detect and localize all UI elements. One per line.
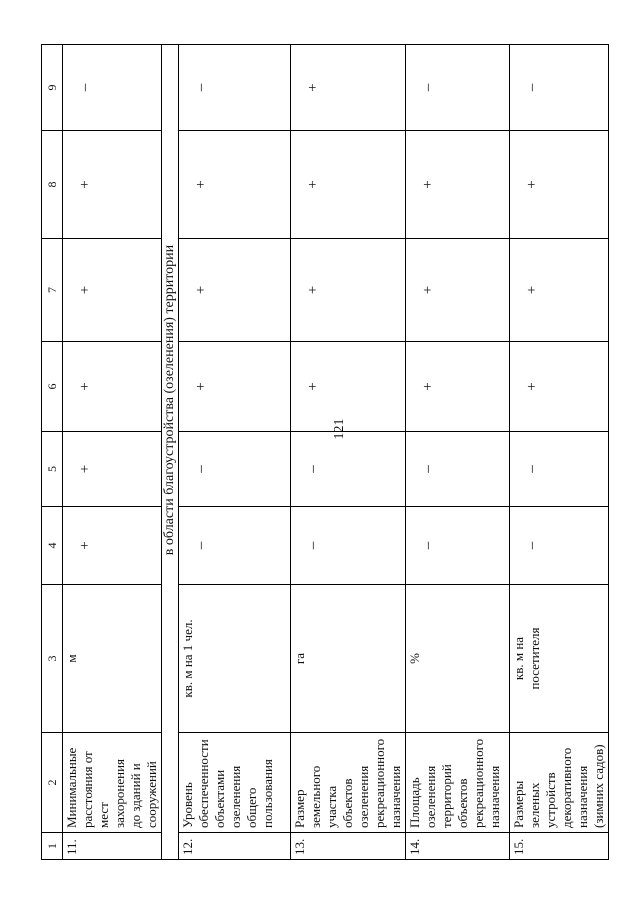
section-title: в области благоустройства (озеленения) территории	[162, 45, 179, 860]
table-row	[179, 45, 291, 860]
mark-cell: +	[179, 131, 291, 239]
mark-cell: –	[510, 432, 609, 507]
mark-cell: +	[63, 131, 162, 239]
mark-cell: +	[291, 342, 406, 432]
header-cell: 6	[42, 342, 63, 432]
mark-cell: +	[63, 342, 162, 432]
mark-cell: –	[510, 507, 609, 585]
row-number: 14.	[406, 833, 510, 860]
mark-cell: +	[179, 342, 291, 432]
row-number: 12.	[179, 833, 291, 860]
table-row	[510, 45, 609, 860]
mark-cell: –	[179, 432, 291, 507]
indicator-name: Уровень обеспеченности объектами озеленения общего пользования	[179, 733, 291, 833]
header-cell: 8	[42, 131, 63, 239]
mark-cell: –	[63, 45, 162, 131]
mark-cell: +	[291, 45, 406, 131]
mark-cell: +	[510, 239, 609, 342]
row-number: 11.	[63, 833, 162, 860]
regulation-table	[41, 44, 609, 860]
unit-cell: кв. м на посетителя	[510, 585, 609, 733]
table-row	[63, 45, 162, 860]
mark-cell: –	[179, 507, 291, 585]
rotated-table-container	[41, 45, 606, 860]
indicator-name: Размер земельного участка объектов озеленения рекреационного назначения	[291, 733, 406, 833]
header-cell: 9	[42, 45, 63, 131]
unit-cell: кв. м на 1 чел.	[179, 585, 291, 733]
mark-cell: +	[406, 239, 510, 342]
header-cell: 7	[42, 239, 63, 342]
header-row	[42, 45, 63, 860]
indicator-name: Размеры зеленых устройств декоративного назначения (зимних садов)	[510, 733, 609, 833]
page-number: 121	[332, 418, 347, 440]
unit-cell: м	[63, 585, 162, 733]
mark-cell: –	[406, 432, 510, 507]
row-number: 15.	[510, 833, 609, 860]
mark-cell: +	[179, 239, 291, 342]
mark-cell: –	[291, 432, 406, 507]
header-cell: 5	[42, 432, 63, 507]
unit-cell: га	[291, 585, 406, 733]
indicator-name: Площадь озеленения территорий объектов рекреационного назначения	[406, 733, 510, 833]
mark-cell: +	[291, 131, 406, 239]
mark-cell: –	[406, 507, 510, 585]
mark-cell: +	[406, 131, 510, 239]
unit-cell: %	[406, 585, 510, 733]
section-header-row	[162, 45, 179, 860]
header-cell: 4	[42, 507, 63, 585]
mark-cell: –	[179, 45, 291, 131]
mark-cell: +	[63, 432, 162, 507]
mark-cell: +	[510, 342, 609, 432]
header-cell: 2	[42, 733, 63, 833]
mark-cell: –	[510, 45, 609, 131]
mark-cell: +	[291, 239, 406, 342]
mark-cell: +	[406, 342, 510, 432]
mark-cell: –	[406, 45, 510, 131]
header-cell: 1	[42, 833, 63, 860]
mark-cell: –	[291, 507, 406, 585]
mark-cell: +	[63, 239, 162, 342]
table-row	[406, 45, 510, 860]
row-number: 13.	[291, 833, 406, 860]
table-row	[291, 45, 406, 860]
mark-cell: +	[63, 507, 162, 585]
indicator-name: Минимальные расстояния от мест захоронения до зданий и сооружений	[63, 733, 162, 833]
header-cell: 3	[42, 585, 63, 733]
mark-cell: +	[510, 131, 609, 239]
